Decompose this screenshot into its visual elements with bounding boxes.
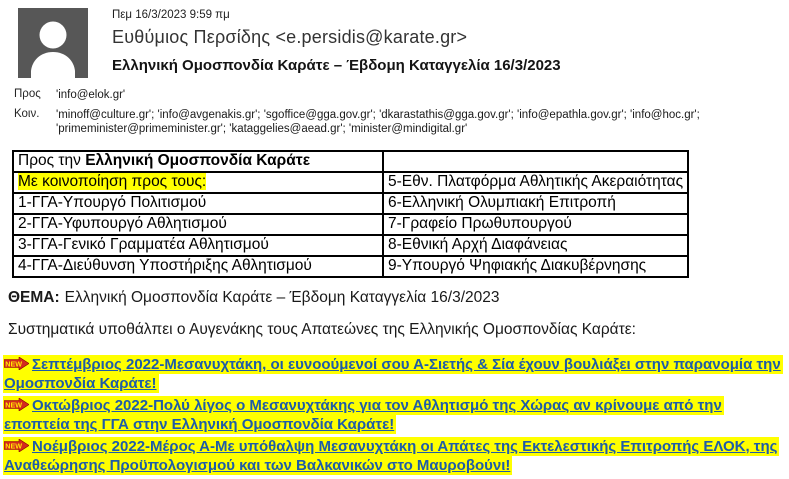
table-cell-right: 6-Ελληνική Ολυμπιακή Επιτροπή (383, 193, 688, 214)
message-subject: Ελληνική Ομοσπονδία Καράτε – Έβδομη Καταγγελία 16/3/2023 (112, 57, 561, 74)
subject-line (8, 289, 789, 307)
cc-label: Κοιν. (14, 107, 40, 120)
complaint-link-november[interactable]: Νοέμβριος 2022-Μέρος Α-Με υπόθαλψη Μεσανυχτάκη οι Απάτες της Εκτελεστικής Επιτροπής ΕΛΟΚ, της Αναθεώρησης Προϋπολογισμού και των Βαλκανικών στο Μαυροβούνι! (4, 437, 778, 474)
table-cell-left: 2-ΓΓΑ-Υφυπουργό Αθλητισμού (13, 214, 383, 235)
table-row (13, 256, 688, 277)
svg-text:NEW: NEW (5, 440, 23, 450)
message-header (0, 0, 789, 78)
sender-avatar-person-icon (18, 8, 88, 78)
complaint-links (3, 355, 787, 475)
cc-row (14, 108, 789, 137)
highlight-wrap (3, 437, 779, 475)
table-row (13, 151, 688, 172)
table-row (13, 235, 688, 256)
link-item (3, 396, 787, 434)
table-text-prefix: Προς την (18, 152, 86, 169)
complaint-link-october[interactable]: Οκτώβριος 2022-Πολύ λίγος ο Μεσανυχτάκης για τον Αθλητισμό της Χώρας αν κρίνουμε από την εποπτεία της ΓΓΑ στην Ελληνική Ομοσπονδία Καράτε! (4, 396, 722, 433)
link-item (3, 355, 787, 393)
new-icon (4, 357, 29, 370)
complaint-link-september[interactable]: Σεπτέμβριος 2022-Μεσανυχτάκη, οι ευνοούμενοί σου Α-Σιετής & Σία έχουν βουλιάξει στην παρανομία την Ομοσπονδία Καράτε! (4, 355, 781, 392)
table-cell-left (13, 172, 383, 193)
svg-text:NEW: NEW (5, 358, 23, 368)
recipients-block (14, 88, 789, 137)
message-date: Πεμ 16/3/2023 9:59 πμ (112, 9, 230, 21)
highlighted-cell-text: Με κοινοποίηση προς τους: (18, 173, 207, 190)
table-cell-right (383, 151, 688, 172)
subject-line-label: ΘΕΜΑ: (8, 288, 60, 306)
to-recipient[interactable]: 'info@elok.gr' (56, 89, 126, 101)
svg-text:NEW: NEW (5, 399, 23, 409)
table-cell-right: 7-Γραφείο Πρωθυπουργού (383, 214, 688, 235)
table-cell-left: 4-ΓΓΑ-Διεύθυνση Υποστήριξης Αθλητισμού (13, 256, 383, 277)
subject-line-text: Ελληνική Ομοσπονδία Καράτε – Έβδομη Καταγγελία 16/3/2023 (64, 288, 500, 306)
link-item (3, 437, 787, 475)
table-row (13, 172, 688, 193)
to-label: Προς (14, 88, 41, 100)
new-icon (4, 398, 29, 411)
table-text-bold: Ελληνική Ομοσπονδία Καράτε (85, 152, 311, 169)
table-row (13, 214, 688, 235)
recipients-table (12, 150, 689, 278)
table-cell-left (13, 151, 383, 172)
table-cell-right: 5-Εθν. Πλατφόρμα Αθλητικής Ακεραιότητας (383, 172, 688, 193)
highlight-wrap (3, 355, 783, 393)
table-cell-left: 1-ΓΓΑ-Υπουργό Πολιτισμού (13, 193, 383, 214)
sender-name-email[interactable]: Ευθύμιος Περσίδης <e.persidis@karate.gr> (112, 27, 468, 47)
table-cell-right: 8-Εθνική Αρχή Διαφάνειας (383, 235, 688, 256)
body-intro: Συστηματικά υποθάλπει ο Αυγενάκης τους Απατεώνες της Ελληνικής Ομοσπονδίας Καράτε: (8, 320, 636, 338)
table-row (13, 193, 688, 214)
table-cell-left: 3-ΓΓΑ-Γενικό Γραμματέα Αθλητισμού (13, 235, 383, 256)
table-cell-right: 9-Υπουργό Ψηφιακής Διακυβέρνησης (383, 256, 688, 277)
header-info (112, 8, 561, 78)
new-icon (4, 439, 29, 452)
highlight-wrap (3, 396, 724, 434)
cc-recipients[interactable]: 'minoff@culture.gr'; 'info@avgenakis.gr'; 'sgoffice@gga.gov.gr'; 'dkarastathis@gga.gov.gr'; 'info@epathla.gov.gr'; 'info@hoc.gr'; 'primeminister@primeminister.gr'; 'kataggelies@aead.gr'; 'minister@mindigital.gr' (56, 108, 700, 135)
to-row (14, 88, 789, 103)
